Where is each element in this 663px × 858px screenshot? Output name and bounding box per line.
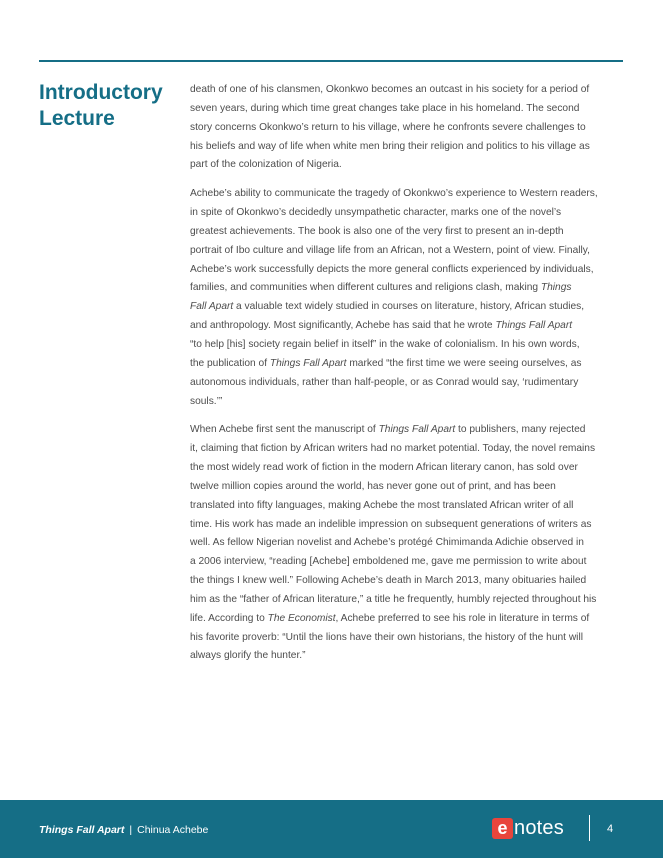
page-number: 4 [607,823,614,835]
paragraph-2 [190,185,626,411]
text-run: life. According to [190,612,268,624]
enotes-e-icon: e [492,818,513,839]
text-line: always glorify the hunter.” [190,650,306,662]
book-title-italic: Things Fall Apart [269,357,347,369]
paragraph-1 [190,81,626,175]
book-title-italic: Things Fall Apart [378,424,456,436]
body-text [190,81,626,676]
text-line: him as the “father of African literature,” a title he frequently, humbly rejected throughout his [190,593,597,605]
text-line: souls.’” [190,395,223,407]
text-line: autonomous individuals, rather than half-people, or as Conrad would say, ‘rudimentary [190,376,579,388]
text-line [190,610,626,629]
text-run: marked “the first time we were seeing ourselves, as [346,357,582,369]
text-line: his favorite proverb: “Until the lions have their own historians, the history of the hunt will [190,631,583,643]
book-title-italic: Things [540,282,572,294]
text-line: twelve million copies around the world, has never gone out of print, and has been [190,480,556,492]
paragraph-3 [190,421,626,666]
text-line: a 2006 interview, “reading [Achebe] emboldened me, gave me permission to write about [190,556,587,568]
text-line: translated into fifty languages, making Achebe the most translated African writer of all [190,499,574,511]
section-heading-line-2: Lecture [39,107,115,130]
page-footer [0,800,663,858]
text-line [190,279,626,298]
enotes-logo [492,816,564,840]
book-title-italic: Things Fall Apart [495,320,573,332]
text-run: to publishers, many rejected [455,424,586,436]
text-line: story concerns Okonkwo’s return to his village, where he confronts severe challenges to [190,121,586,133]
book-title-italic: Fall Apart [190,301,234,313]
section-heading [39,80,179,132]
text-line: in spite of Okonkwo’s decidedly unsympathetic character, marks one of the novel’s [190,207,562,219]
text-line: Achebe’s ability to communicate the tragedy of Okonkwo’s experience to Western readers, [190,188,598,200]
text-run: the publication of [190,357,270,369]
footer-book-title: Things Fall Apart [39,824,125,836]
text-line: death of one of his clansmen, Okonkwo becomes an outcast in his society for a period of [190,84,590,95]
publication-title-italic: The Economist [267,612,336,624]
text-run: families, and communities when different cultures and religions clash, making [190,282,541,294]
text-line: well. As fellow Nigerian novelist and Achebe’s protégé Chimimanda Adichie observed in [190,537,584,549]
text-run: a valuable text widely studied in courses on literature, history, African studies, [233,301,585,313]
text-line [190,355,626,374]
text-run: and anthropology. Most significantly, Achebe has said that he wrote [190,320,496,332]
text-run: When Achebe first sent the manuscript of [190,424,379,436]
text-run: , Achebe preferred to see his role in literature in terms of [335,612,590,624]
footer-title [39,823,208,837]
section-heading-line-1: Introductory [39,81,163,104]
text-line [190,317,626,336]
text-line: portrait of Ibo culture and village life from an African, not a Western, point of view. Finally, [190,244,590,256]
text-line: part of the colonization of Nigeria. [190,159,342,171]
text-line: time. His work has made an indelible impression on subsequent generations of writers as [190,518,592,530]
text-line [190,298,626,317]
text-line: the most widely read work of fiction in the modern African literary canon, has sold over [190,462,578,474]
text-line: it, claiming that fiction by African writers had no market potential. Today, the novel remains [190,443,596,455]
footer-separator: | [129,824,133,836]
text-line: the things I knew well.” Following Achebe’s death in March 2013, many obituaries hailed [190,575,587,587]
footer-divider [589,815,590,841]
enotes-logo-text: notes [514,817,564,839]
top-divider [39,60,623,62]
text-line: greatest achievements. The book is also one of the very first to present an in-depth [190,225,564,237]
text-line: seven years, during which time great changes take place in his homeland. The second [190,102,580,114]
text-line: “to help [his] society regain belief in itself” in the wake of colonialism. In his own words, [190,338,580,350]
text-line [190,421,626,440]
footer-author: Chinua Achebe [137,824,209,836]
text-line: his beliefs and way of life when white men bring their religion and politics to his village as [190,140,590,152]
text-line: Achebe’s work successfully depicts the more general conflicts experienced by individuals, [190,263,594,275]
